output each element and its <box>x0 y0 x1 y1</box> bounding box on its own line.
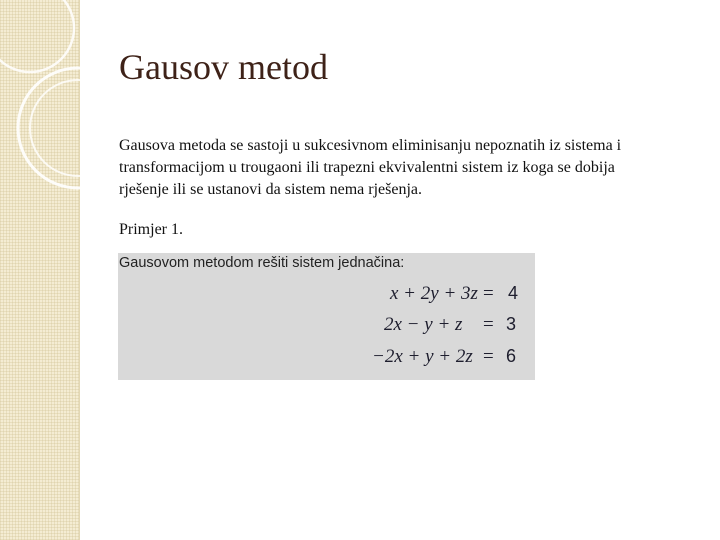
equation-rhs: 6 <box>506 346 517 366</box>
equation-rhs: 3 <box>506 314 517 334</box>
equation-lhs: −2x + y + 2z <box>372 346 473 367</box>
ring-inner <box>30 80 126 176</box>
example-label: Primjer 1. <box>119 221 183 238</box>
equation-row-2 <box>118 314 535 338</box>
equation-lhs: x + 2y + 3z <box>390 283 478 304</box>
description-paragraph: Gausova metoda se sastoji u sukcesivnom eliminisanju nepoznatih iz sistema i transformacijom u trougaoni ili trapezni ekvivalentni sistem iz koga se dobija rješenje ili se ustanovi da sistem nema rješenja. <box>119 137 622 198</box>
equation-equals: = <box>483 283 494 304</box>
equation-equals: = <box>483 314 494 335</box>
equation-equals: = <box>483 346 494 367</box>
equation-lhs: 2x − y + z <box>384 314 463 335</box>
example-image <box>118 253 535 380</box>
example-prompt: Gausovom metodom rešiti sistem jednačina: <box>119 255 405 271</box>
equation-row-3 <box>118 346 535 370</box>
equation-row-1 <box>118 283 535 307</box>
ring-top <box>0 0 74 72</box>
page-title: Gausov metod <box>119 47 328 87</box>
equation-rhs: 4 <box>508 283 519 303</box>
